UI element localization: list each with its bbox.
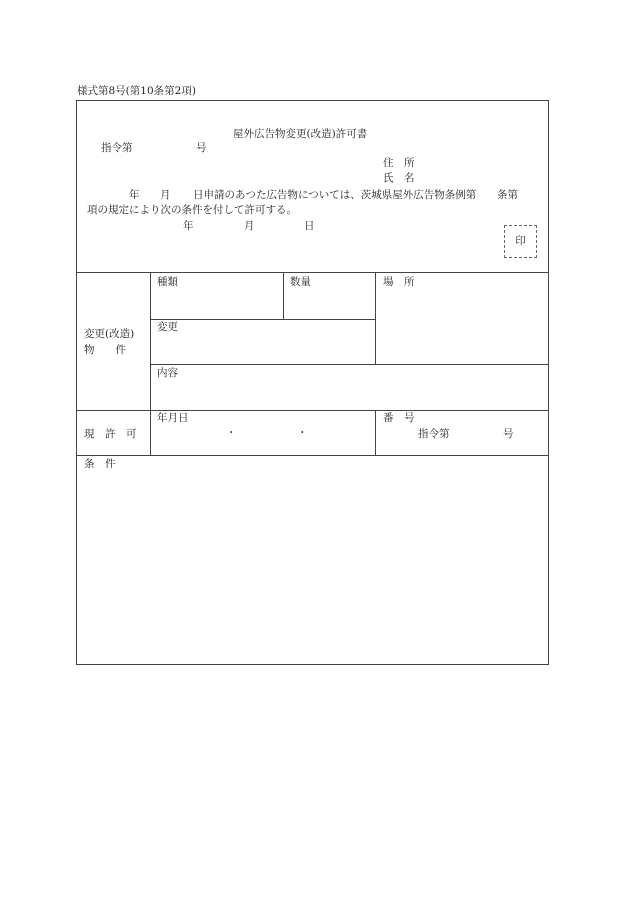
body-article: 条第: [497, 189, 518, 201]
body-year: 年: [129, 189, 140, 201]
name-label: 氏 名: [383, 172, 415, 184]
table-top-line: [76, 272, 549, 273]
current-permit-bottom-line: [76, 455, 549, 456]
location-divider: [375, 272, 376, 364]
directive-suffix: 号: [196, 142, 207, 154]
current-permit-label: 現 許 可: [84, 428, 137, 440]
date-separator-2: ・: [297, 427, 308, 439]
seal-box: [504, 225, 537, 258]
type-label: 種類: [157, 276, 178, 288]
form-frame: [76, 100, 549, 665]
conditions-label: 条 件: [84, 458, 116, 470]
form-style-number: 様式第8号(第10条第2項): [77, 85, 196, 97]
seal-label: 印: [515, 235, 526, 248]
body-text-line1: 日申請のあつた広告物については、茨城県屋外広告物条例第: [193, 189, 477, 201]
number-label: 番 号: [383, 412, 415, 424]
number-divider: [375, 410, 376, 455]
change-object-label-2: 物 件: [84, 344, 126, 356]
directive-prefix: 指令第: [101, 142, 133, 154]
form-title: 屋外広告物変更(改造)許可書: [233, 128, 368, 140]
change-row-bottom-line: [150, 364, 549, 365]
date-year: 年: [183, 220, 194, 232]
date-separator-1: ・: [226, 427, 237, 439]
type-quantity-divider: [283, 272, 284, 319]
change-object-label-1: 変更(改造): [84, 328, 135, 340]
object-section-bottom-line: [76, 410, 549, 411]
address-label: 住 所: [383, 157, 415, 169]
location-label: 場 所: [383, 276, 415, 288]
body-month: 月: [160, 189, 171, 201]
type-row-bottom-line: [150, 319, 375, 320]
change-label: 変更: [157, 321, 178, 333]
date-label: 年月日: [157, 412, 189, 424]
date-month: 月: [244, 220, 255, 232]
date-day: 日: [304, 220, 315, 232]
permit-directive-suffix: 号: [503, 428, 514, 440]
content-label: 内容: [157, 367, 178, 379]
quantity-label: 数量: [290, 276, 311, 288]
body-text-line2: 項の規定により次の条件を付して許可する。: [87, 204, 297, 216]
permit-directive-prefix: 指令第: [418, 428, 450, 440]
